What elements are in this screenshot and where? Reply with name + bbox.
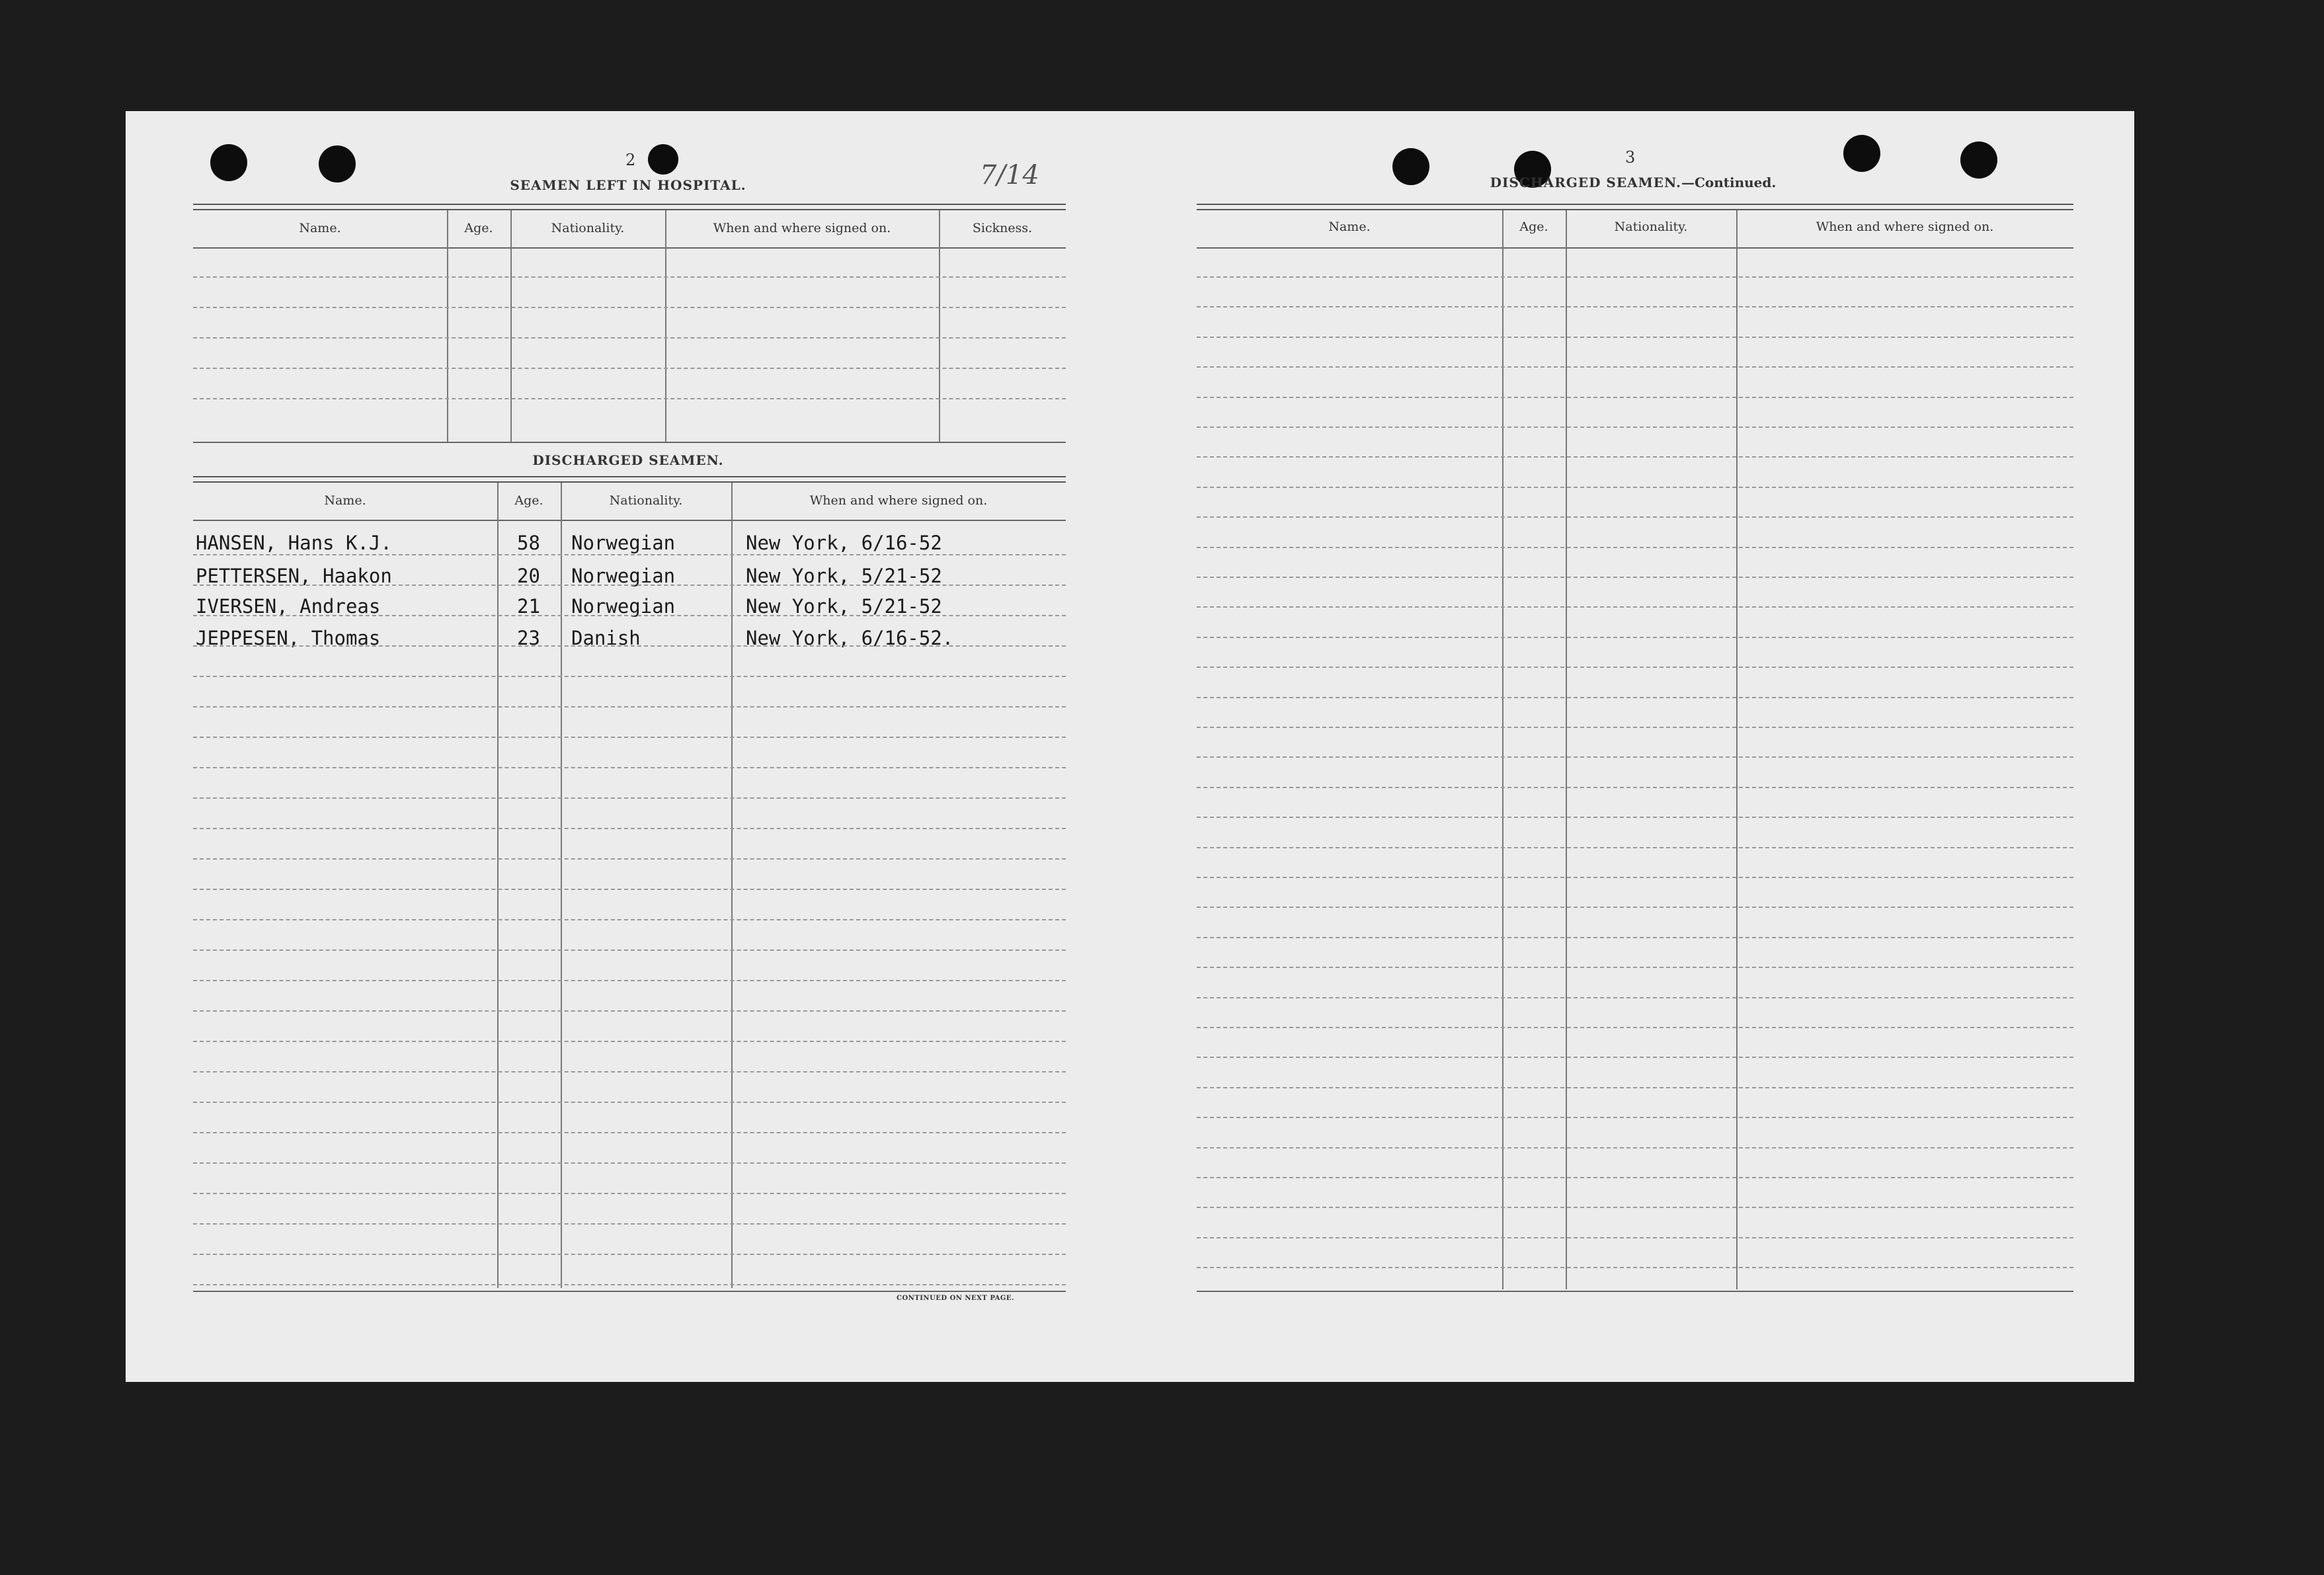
table-row-signed-on: New York, 6/16-52 (746, 532, 942, 554)
ruled-line (1197, 666, 2073, 668)
table-row-signed-on: New York, 5/21-52 (746, 595, 942, 618)
ruled-line (193, 980, 1066, 981)
page-number-left: 2 (625, 151, 636, 169)
discharged-continued-table (1197, 204, 2073, 1292)
ruled-line (193, 767, 1066, 768)
ruled-line (193, 1223, 1066, 1225)
ruled-line (1197, 847, 2073, 848)
ruled-line (1197, 487, 2073, 488)
ruled-line (193, 797, 1066, 799)
table-row-nationality: Danish (571, 627, 641, 649)
ruled-line (1197, 997, 2073, 998)
ruled-line (1197, 577, 2073, 578)
title-main: DISCHARGED SEAMEN. (1490, 175, 1681, 190)
ruled-line (193, 1102, 1066, 1103)
ruled-line (193, 1010, 1066, 1012)
table-row-signed-on: New York, 6/16-52. (746, 627, 954, 649)
ruled-line (193, 1041, 1066, 1042)
ruled-line (1197, 967, 2073, 968)
table-row-nationality: Norwegian (571, 565, 676, 587)
ruled-line (1197, 1027, 2073, 1028)
header-signed-on: When and where signed on. (809, 493, 988, 508)
header-signed-on: When and where signed on. (713, 221, 891, 235)
punch-hole (210, 144, 247, 181)
table-row-age: 20 (517, 565, 540, 587)
ruled-line (193, 676, 1066, 677)
ruled-line (1197, 1147, 2073, 1149)
ruled-line (193, 737, 1066, 738)
ruled-line (193, 1284, 1066, 1285)
page-number-right: 3 (1625, 148, 1636, 167)
ruled-line (193, 1193, 1066, 1194)
header-sickness: Sickness. (972, 221, 1033, 235)
header-nationality: Nationality. (609, 493, 683, 508)
ruled-line (1197, 606, 2073, 608)
ruled-line (1197, 637, 2073, 638)
ruled-line (1197, 1087, 2073, 1088)
document-sheet (126, 111, 2134, 1382)
ruled-line (193, 554, 1066, 555)
punch-hole (1392, 148, 1429, 185)
ruled-line (1197, 547, 2073, 548)
header-nationality: Nationality. (551, 221, 625, 235)
ruled-line (1197, 787, 2073, 788)
table-row-age: 58 (517, 532, 540, 554)
ruled-line (193, 706, 1066, 707)
table-row-name: JEPPESEN, Thomas (196, 627, 381, 649)
ruled-line (1197, 907, 2073, 908)
ruled-line (1197, 337, 2073, 338)
ruled-line (193, 1132, 1066, 1133)
ruled-line (1197, 1177, 2073, 1178)
table-row-name: IVERSEN, Andreas (196, 595, 381, 618)
title-sub: —Continued. (1681, 175, 1777, 190)
header-age: Age. (464, 221, 493, 235)
ruled-line (193, 828, 1066, 829)
discharged-section-title: DISCHARGED SEAMEN. (532, 452, 724, 468)
ruled-line (1197, 1207, 2073, 1208)
ruled-line (193, 645, 1066, 647)
ruled-line (193, 1071, 1066, 1072)
table-row-nationality: Norwegian (571, 532, 676, 554)
header-nationality: Nationality. (1614, 220, 1688, 234)
hospital-section-title: SEAMEN LEFT IN HOSPITAL. (510, 177, 746, 193)
ruled-line (1197, 1237, 2073, 1238)
ruled-line (1197, 697, 2073, 698)
ruled-line (1197, 397, 2073, 398)
table-row-nationality: Norwegian (571, 595, 676, 618)
table-row-name: PETTERSEN, Haakon (196, 565, 392, 587)
header-age: Age. (1519, 220, 1548, 234)
punch-hole (1960, 141, 1997, 179)
discharged-table (193, 476, 1066, 1291)
ruled-line (1197, 817, 2073, 818)
header-name: Name. (1328, 220, 1371, 234)
ruled-line (1197, 306, 2073, 307)
ruled-line (1197, 727, 2073, 728)
table-row-name: HANSEN, Hans K.J. (196, 532, 392, 554)
ruled-line (1197, 516, 2073, 518)
header-name: Name. (324, 493, 366, 508)
ruled-line (1197, 1117, 2073, 1118)
continued-note: CONTINUED ON NEXT PAGE. (897, 1295, 1015, 1302)
ruled-line (193, 919, 1066, 920)
ruled-line (1197, 937, 2073, 938)
ruled-line (193, 615, 1066, 616)
ruled-line (193, 858, 1066, 860)
ruled-line (1197, 756, 2073, 758)
header-signed-on: When and where signed on. (1816, 220, 1994, 234)
ruled-line (1197, 877, 2073, 878)
ruled-line (193, 889, 1066, 890)
ruled-line (1197, 366, 2073, 368)
table-row-age: 21 (517, 595, 540, 618)
ruled-line (1197, 1057, 2073, 1058)
header-name: Name. (299, 221, 341, 235)
handwritten-annotation: 7/14 (980, 160, 1039, 190)
punch-hole (1843, 135, 1880, 172)
punch-hole (648, 144, 678, 175)
ruled-line (193, 949, 1066, 951)
ruled-line (1197, 456, 2073, 458)
header-age: Age. (514, 493, 543, 508)
table-row-signed-on: New York, 5/21-52 (746, 565, 942, 587)
ruled-line (193, 1162, 1066, 1164)
ruled-line (1197, 1267, 2073, 1268)
ruled-line (193, 585, 1066, 586)
ruled-line (1197, 426, 2073, 428)
ruled-line (1197, 276, 2073, 278)
table-row-age: 23 (517, 627, 540, 649)
ruled-line (193, 1254, 1066, 1255)
hospital-table (193, 204, 1066, 443)
punch-hole (319, 145, 356, 182)
discharged-continued-title (1488, 175, 1779, 190)
